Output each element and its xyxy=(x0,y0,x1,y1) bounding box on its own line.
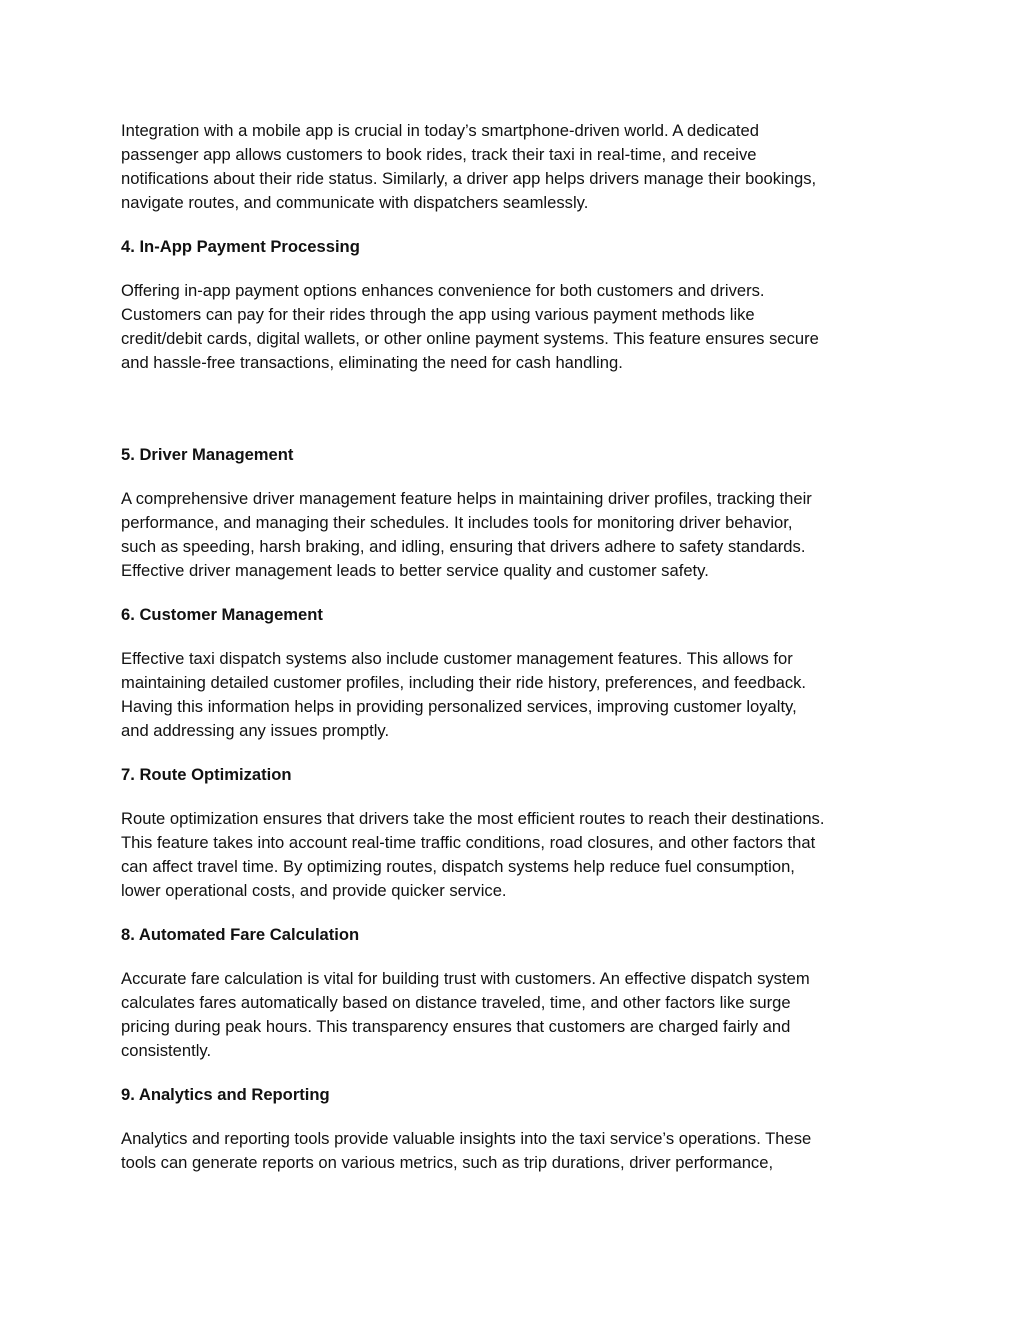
section-heading-customer-management: 6. Customer Management xyxy=(121,605,323,624)
section-paragraph-driver-management: A comprehensive driver management feature helps in maintaining driver profiles, tracking their performance, and managing their schedules. It includes tools for monitoring driver behavior, such as speeding, harsh braking, and idling, ensuring that drivers adhere to safety standards. Effective driver management leads to better service quality and customer safety. xyxy=(121,489,812,580)
section-paragraph-route-optimization: Route optimization ensures that drivers take the most efficient routes to reach their destinations. This feature takes into account real-time traffic conditions, road closures, and other factors that can affect travel time. By optimizing routes, dispatch systems help reduce fuel consumption, lower operational costs, and provide quicker service. xyxy=(121,809,825,900)
intro-paragraph: Integration with a mobile app is crucial in today’s smartphone-driven world. A dedicated passenger app allows customers to book rides, track their taxi in real-time, and receive notifications about their ride status. Similarly, a driver app helps drivers manage their bookings, navigate routes, and communicate with dispatchers seamlessly. xyxy=(121,121,817,212)
section-paragraph-analytics: Analytics and reporting tools provide valuable insights into the taxi service’s operations. These tools can generate reports on various metrics, such as trip durations, driver performance, xyxy=(121,1129,812,1172)
section-paragraph-fare-calculation: Accurate fare calculation is vital for building trust with customers. An effective dispatch system calculates fares automatically based on distance traveled, time, and other factors like surge pricing during peak hours. This transparency ensures that customers are charged fairly and consistently. xyxy=(121,969,810,1060)
section-heading-analytics: 9. Analytics and Reporting xyxy=(121,1085,330,1104)
section-heading-route-optimization: 7. Route Optimization xyxy=(121,765,292,784)
section-heading-fare-calculation: 8. Automated Fare Calculation xyxy=(121,925,360,944)
document-page xyxy=(121,119,911,1175)
section-heading-driver-management: 5. Driver Management xyxy=(121,445,294,464)
section-paragraph-in-app-payment: Offering in-app payment options enhances convenience for both customers and drivers. Customers can pay for their rides through the app using various payment methods like credit/debit cards, digital wallets, or other online payment systems. This feature ensures secure and hassle-free transactions, eliminating the need for cash handling. xyxy=(121,281,819,372)
section-paragraph-customer-management: Effective taxi dispatch systems also include customer management features. This allows for maintaining detailed customer profiles, including their ride history, preferences, and feedback. Having this information helps in providing personalized services, improving customer loyalty, and addressing any issues promptly. xyxy=(121,649,807,740)
section-heading-in-app-payment: 4. In-App Payment Processing xyxy=(121,237,360,256)
